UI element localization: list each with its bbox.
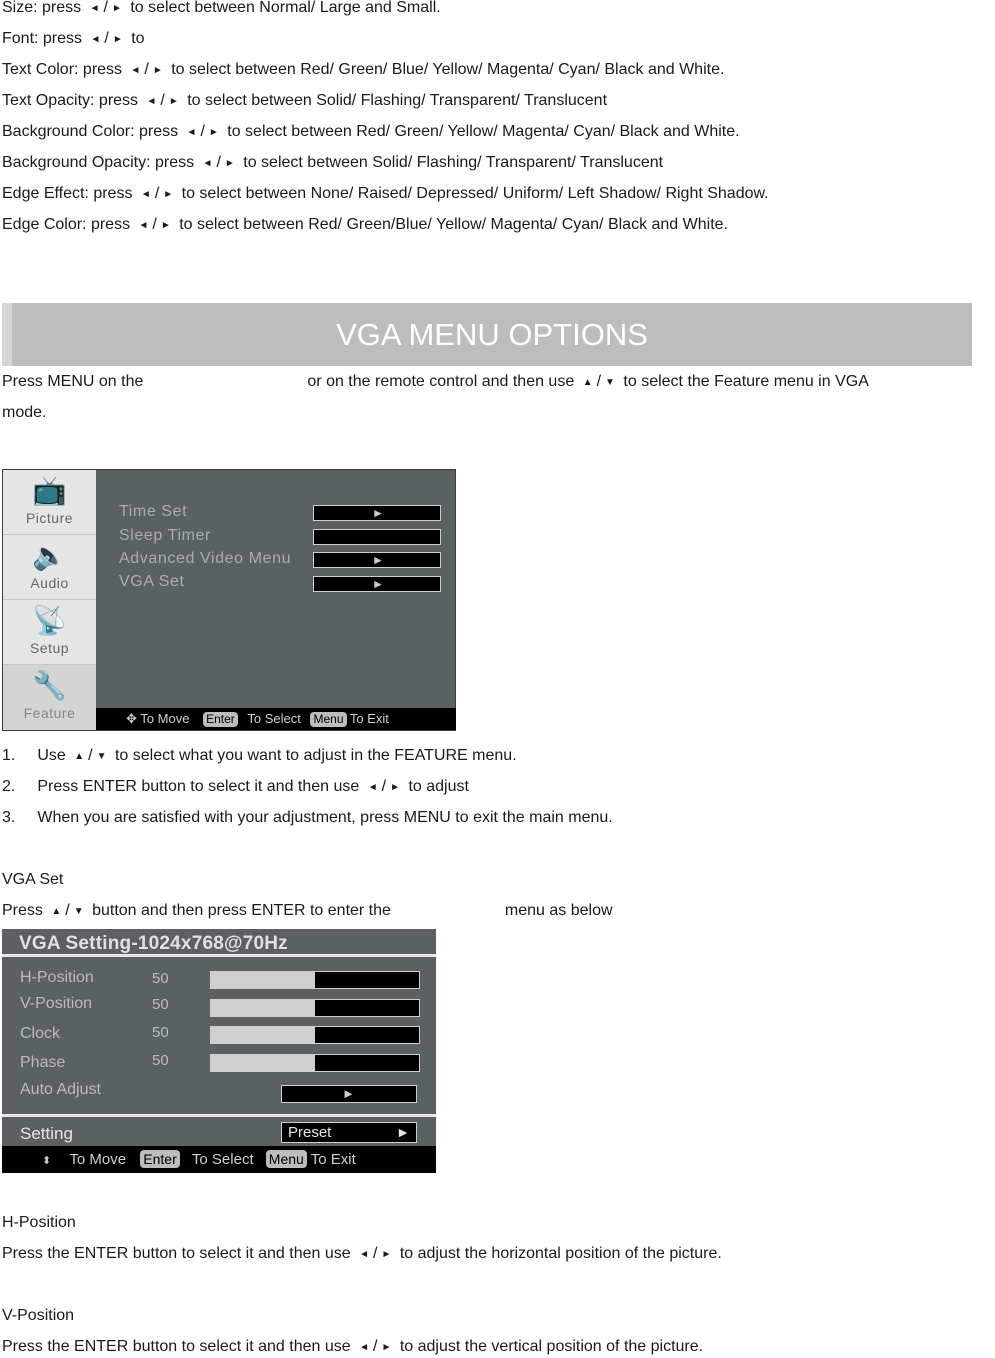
step-num: 3.: [2, 809, 16, 826]
cc-text-opacity-label: Text Opacity: press: [2, 92, 139, 109]
vga-menu-footer: [2, 1146, 436, 1173]
sleep-timer-bar[interactable]: [313, 529, 441, 545]
right-arrow-icon: ►: [390, 782, 401, 793]
cc-bg-color-label: Background Color: press: [2, 123, 179, 140]
menu-item-vga-set[interactable]: VGA Set: [119, 573, 185, 590]
slash: /: [216, 154, 221, 171]
cc-edge-effect-line: [2, 184, 769, 205]
v-position-desc: [2, 1337, 703, 1358]
cc-bg-opacity-line: [2, 153, 663, 174]
preset-select[interactable]: [281, 1122, 417, 1143]
right-arrow-icon: ►: [396, 1124, 410, 1140]
slash: /: [596, 373, 602, 390]
right-arrow-icon: ►: [381, 1249, 392, 1260]
intro-part3: to select the Feature menu in VGA: [623, 373, 869, 390]
left-arrow-icon: ◄: [359, 1249, 369, 1260]
auto-adjust-button[interactable]: [281, 1085, 417, 1103]
cc-size-line: [2, 0, 441, 19]
sidebar-item-feature[interactable]: [3, 665, 96, 730]
left-arrow-icon: ◄: [90, 34, 101, 45]
left-arrow-icon: ◄: [367, 782, 378, 793]
vga-menu-title: VGA Setting-1024x768@70Hz: [2, 929, 436, 957]
footer-move: To Move: [140, 711, 190, 726]
setting-row: [2, 1114, 436, 1146]
vga-set-text: menu as below: [504, 902, 613, 919]
v-position-heading: V-Position: [2, 1307, 75, 1324]
up-down-icon: ⬍: [42, 1155, 52, 1167]
step-text: When you are satisfied with your adjustment, press MENU to exit the main menu.: [37, 809, 613, 826]
right-arrow-icon: ►: [381, 1342, 392, 1353]
cc-text-color-line: [2, 60, 724, 81]
intro-part1: Press MENU on the: [2, 373, 144, 390]
vga-row-value-clock: 50: [152, 1024, 169, 1041]
cc-font-label: Font: press: [2, 30, 83, 47]
cc-bg-color-line: [2, 122, 740, 143]
h-position-text: to adjust the horizontal position of the picture.: [399, 1245, 722, 1262]
footer-select: To Select: [191, 1151, 254, 1168]
step-text: Press ENTER button to select it and then use: [37, 778, 360, 795]
cc-font-desc: to: [131, 30, 145, 47]
down-arrow-icon: ▼: [96, 751, 107, 762]
menu-key: Menu: [310, 712, 346, 727]
right-arrow-icon: ►: [112, 34, 123, 45]
speaker-icon: 🔈: [32, 540, 67, 571]
right-arrow-icon: ►: [372, 577, 384, 591]
menu-item-advanced-video[interactable]: Advanced Video Menu: [119, 550, 292, 567]
step-num: 2.: [2, 778, 16, 795]
vga-set-text: button and then press ENTER to enter the: [92, 902, 391, 919]
setting-label: Setting: [20, 1124, 73, 1143]
slash: /: [152, 216, 157, 233]
section-title: VGA MENU OPTIONS: [336, 317, 648, 352]
cc-bg-opacity-label: Background Opacity: press: [2, 154, 195, 171]
menu-item-sleep-timer[interactable]: Sleep Timer: [119, 527, 211, 544]
cc-text-opacity-desc: to select between Solid/ Flashing/ Transparent/ Translucent: [187, 92, 608, 109]
left-arrow-icon: ◄: [130, 65, 141, 76]
right-arrow-icon: ►: [168, 96, 179, 107]
sidebar-label-picture: Picture: [25, 510, 74, 526]
slash: /: [104, 30, 109, 47]
menu-footer: [96, 708, 456, 730]
vga-set-bar[interactable]: [313, 576, 441, 592]
slash: /: [373, 1245, 378, 1262]
cc-edge-color-desc: to select between Red/ Green/Blue/ Yellow/ Magenta/ Cyan/ Black and White.: [179, 216, 728, 233]
step-1: [2, 746, 517, 767]
h-position-slider[interactable]: [210, 971, 420, 989]
cc-text-opacity-line: [2, 91, 607, 112]
vga-row-label-h-position[interactable]: H-Position: [20, 969, 94, 986]
slash: /: [65, 902, 70, 919]
cc-bg-color-desc: to select between Red/ Green/ Yellow/ Magenta/ Cyan/ Black and White.: [227, 123, 740, 140]
footer-exit: To Exit: [349, 711, 389, 726]
menu-key: Menu: [266, 1150, 307, 1168]
tv-icon: 📺: [32, 475, 67, 506]
enter-key: Enter: [140, 1150, 179, 1168]
right-arrow-icon: ►: [224, 158, 235, 169]
feature-menu-screenshot: [2, 469, 456, 731]
menu-sidebar: [3, 470, 96, 730]
left-arrow-icon: ◄: [202, 158, 213, 169]
down-arrow-icon: ▼: [73, 906, 84, 917]
slash: /: [381, 778, 387, 795]
h-position-text: Press the ENTER button to select it and then use: [2, 1245, 351, 1262]
left-arrow-icon: ◄: [359, 1342, 369, 1353]
slash: /: [88, 747, 93, 764]
cc-edge-effect-desc: to select between None/ Raised/ Depressed/ Uniform/ Left Shadow/ Right Shadow.: [181, 185, 769, 202]
step-text: Use: [37, 747, 66, 764]
left-arrow-icon: ◄: [140, 189, 151, 200]
left-arrow-icon: ◄: [89, 3, 100, 14]
sidebar-label-setup: Setup: [29, 640, 70, 656]
cc-bg-opacity-desc: to select between Solid/ Flashing/ Transparent/ Translucent: [243, 154, 664, 171]
preset-value: Preset: [288, 1124, 332, 1141]
cc-text-color-label: Text Color: press: [2, 61, 123, 78]
step-text: to adjust: [408, 778, 469, 795]
time-set-bar[interactable]: [313, 505, 441, 521]
vga-row-label-clock[interactable]: Clock: [20, 1025, 61, 1042]
left-arrow-icon: ◄: [186, 127, 197, 138]
footer-exit: To Exit: [310, 1151, 356, 1168]
vga-set-text: Press: [2, 902, 43, 919]
enter-key: Enter: [203, 712, 238, 727]
cc-size-desc: to select between Normal/ Large and Small.: [130, 0, 441, 16]
sidebar-item-audio[interactable]: [3, 535, 96, 600]
footer-move: To Move: [69, 1151, 127, 1168]
sidebar-label-audio: Audio: [30, 575, 69, 591]
left-arrow-icon: ◄: [138, 220, 149, 231]
cc-edge-color-line: [2, 215, 728, 236]
satellite-dish-icon: 📡: [32, 605, 67, 636]
slash: /: [144, 61, 149, 78]
intro-line-2: mode.: [2, 404, 47, 421]
vga-row-value-phase: 50: [152, 1052, 169, 1069]
clock-fill: [211, 1027, 315, 1043]
step-num: 1.: [2, 747, 16, 764]
slash: /: [160, 92, 165, 109]
sidebar-item-picture[interactable]: [3, 470, 96, 535]
vga-row-value-h-position: 50: [152, 970, 169, 987]
slash: /: [154, 185, 160, 202]
vga-set-line: [2, 901, 613, 922]
right-arrow-icon: ►: [111, 3, 122, 14]
step-3: [2, 808, 613, 828]
v-position-text: to adjust the vertical position of the picture.: [399, 1338, 704, 1355]
move-icon: ✥: [126, 711, 137, 726]
right-arrow-icon: ►: [160, 220, 171, 231]
slash: /: [103, 0, 108, 16]
vga-row-label-v-position[interactable]: V-Position: [20, 995, 93, 1012]
up-arrow-icon: ▲: [51, 906, 62, 917]
cc-edge-effect-label: Edge Effect: press: [2, 185, 133, 202]
step-text: to select what you want to adjust in the FEATURE menu.: [114, 747, 517, 764]
cc-size-label: Size: press: [2, 0, 82, 16]
step-2: [2, 777, 469, 798]
footer-select: To Select: [247, 711, 301, 726]
vga-setting-screenshot: [2, 929, 436, 1173]
vga-set-heading: VGA Set: [2, 871, 64, 888]
tools-icon: 🔧: [32, 670, 67, 701]
right-arrow-icon: ►: [372, 506, 384, 520]
up-arrow-icon: ▲: [74, 751, 85, 762]
phase-fill: [211, 1055, 315, 1071]
right-arrow-icon: ►: [152, 65, 163, 76]
vga-row-label-phase[interactable]: Phase: [20, 1054, 66, 1071]
v-position-text: Press the ENTER button to select it and then use: [2, 1338, 351, 1355]
v-position-slider[interactable]: [210, 999, 420, 1017]
slash: /: [373, 1338, 378, 1355]
right-arrow-icon: ►: [342, 1086, 355, 1101]
menu-item-time-set[interactable]: Time Set: [119, 503, 188, 520]
intro-part2: or on the remote control and then use: [307, 373, 575, 390]
clock-slider[interactable]: [210, 1026, 420, 1044]
left-arrow-icon: ◄: [146, 96, 157, 107]
down-arrow-icon: ▼: [605, 377, 615, 388]
sidebar-item-setup[interactable]: [3, 600, 96, 665]
intro-line: [2, 372, 994, 393]
phase-slider[interactable]: [210, 1054, 420, 1072]
cc-text-color-desc: to select between Red/ Green/ Blue/ Yellow/ Magenta/ Cyan/ Black and White.: [171, 61, 725, 78]
right-arrow-icon: ►: [372, 553, 384, 567]
v-position-fill: [211, 1000, 315, 1016]
section-header: [2, 303, 972, 366]
up-arrow-icon: ▲: [582, 377, 593, 388]
h-position-fill: [211, 972, 315, 988]
cc-edge-color-label: Edge Color: press: [2, 216, 131, 233]
sidebar-label-feature: Feature: [23, 705, 76, 721]
advanced-video-bar[interactable]: [313, 552, 441, 568]
right-arrow-icon: ►: [163, 189, 174, 200]
h-position-desc: [2, 1244, 722, 1265]
h-position-heading: H-Position: [2, 1214, 76, 1231]
cc-font-line: [2, 29, 145, 50]
auto-adjust-label[interactable]: Auto Adjust: [20, 1081, 101, 1098]
slash: /: [200, 123, 205, 140]
right-arrow-icon: ►: [208, 127, 219, 138]
vga-row-value-v-position: 50: [152, 996, 169, 1013]
